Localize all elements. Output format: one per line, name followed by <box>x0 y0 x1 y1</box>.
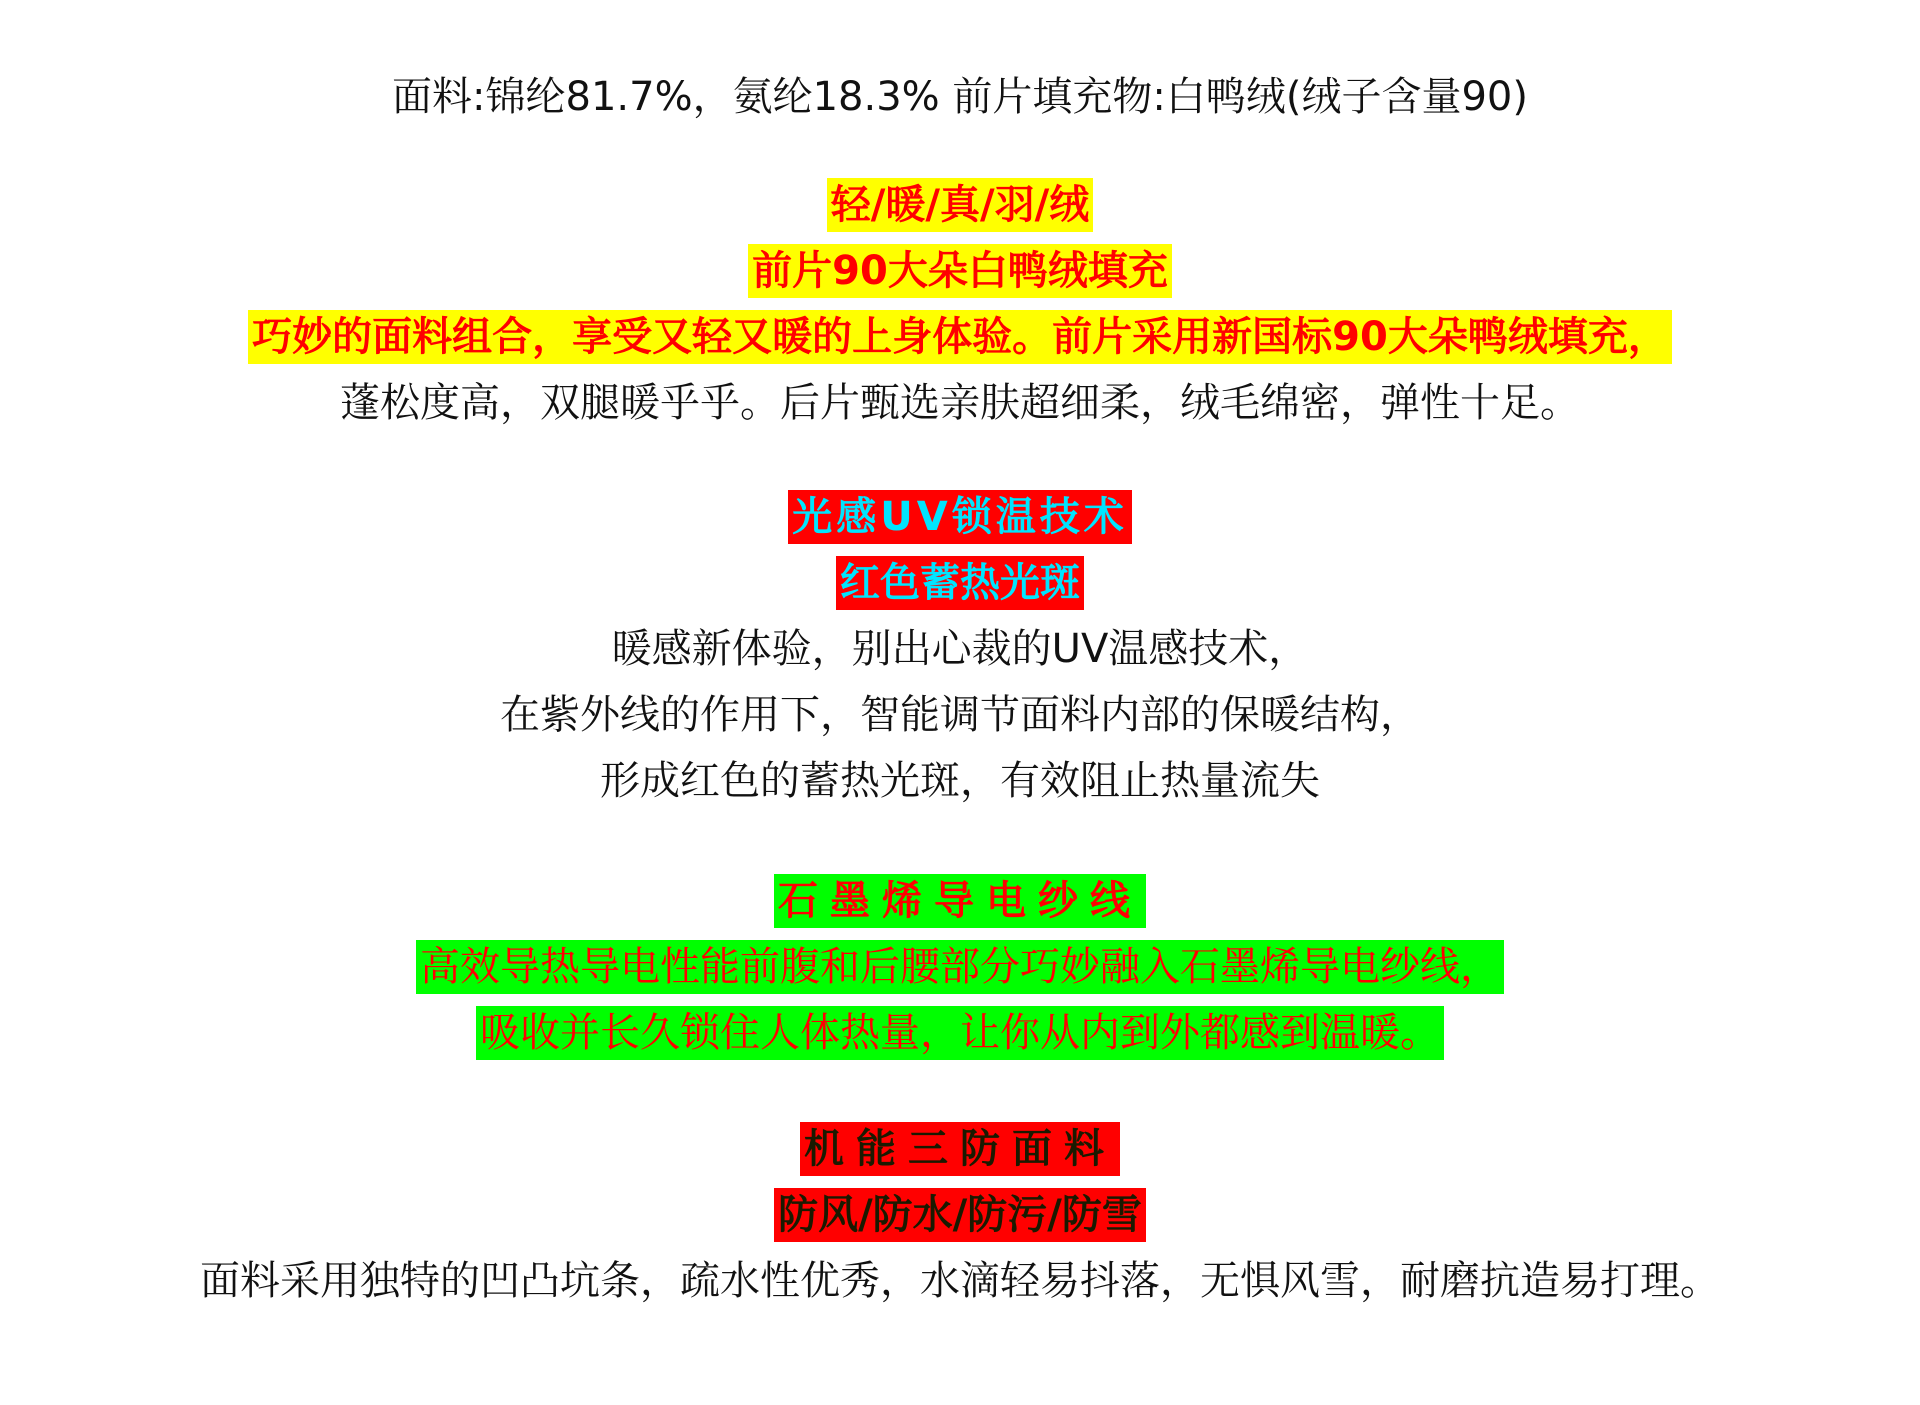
section-lightwarm-title-line <box>0 176 1920 234</box>
section-uv-title-line <box>0 488 1920 546</box>
section-uv-text-1: 暖感新体验，别出心裁的UV温感技术， <box>611 626 1309 672</box>
section-3proof-subtitle-line <box>0 1186 1920 1244</box>
section-3proof-subtitle: 防风/防水/防污/防雪 <box>774 1188 1146 1242</box>
section-graphene-title-line <box>0 872 1920 930</box>
section-lightwarm-desc-highlight-line <box>0 308 1920 366</box>
section-graphene-text-1: 高效导热导电性能前腹和后腰部分巧妙融入石墨烯导电纱线， <box>416 940 1504 994</box>
section-lightwarm-desc-highlight: 巧妙的面料组合，享受又轻又暖的上身体验。前片采用新国标90大朵鸭绒填充， <box>248 310 1672 364</box>
section-graphene-line-1 <box>0 938 1920 996</box>
section-lightwarm-desc: 蓬松度高，双腿暖乎乎。后片甄选亲肤超细柔，绒毛绵密，弹性十足。 <box>340 380 1580 426</box>
section-uv-text-2: 在紫外线的作用下，智能调节面料内部的保暖结构， <box>500 692 1420 738</box>
section-3proof-title-line <box>0 1120 1920 1178</box>
section-3proof-desc-line <box>0 1252 1920 1310</box>
section-3proof-title: 机能三防面料 <box>800 1122 1120 1176</box>
material-spec-line <box>0 68 1920 126</box>
section-uv-line-1 <box>0 620 1920 678</box>
section-lightwarm-desc-line <box>0 374 1920 432</box>
section-graphene-text-2: 吸收并长久锁住人体热量，让你从内到外都感到温暖。 <box>476 1006 1444 1060</box>
section-uv-subtitle: 红色蓄热光斑 <box>836 556 1084 610</box>
section-uv-line-2 <box>0 686 1920 744</box>
material-spec-text: 面料:锦纶81.7%，氨纶18.3% 前片填充物:白鸭绒(绒子含量90) <box>392 74 1528 120</box>
section-graphene-line-2 <box>0 1004 1920 1062</box>
section-uv-subtitle-line <box>0 554 1920 612</box>
section-uv-line-3 <box>0 752 1920 810</box>
section-graphene-title: 石墨烯导电纱线 <box>774 874 1146 928</box>
section-lightwarm-subtitle-line <box>0 242 1920 300</box>
section-lightwarm-subtitle: 前片90大朵白鸭绒填充 <box>748 244 1172 298</box>
section-uv-title: 光感UV锁温技术 <box>788 490 1131 544</box>
section-lightwarm-title: 轻/暖/真/羽/绒 <box>827 178 1093 232</box>
section-3proof-desc: 面料采用独特的凹凸坑条，疏水性优秀，水滴轻易抖落，无惧风雪，耐磨抗造易打理。 <box>200 1258 1720 1304</box>
section-uv-text-3: 形成红色的蓄热光斑，有效阻止热量流失 <box>600 758 1320 804</box>
